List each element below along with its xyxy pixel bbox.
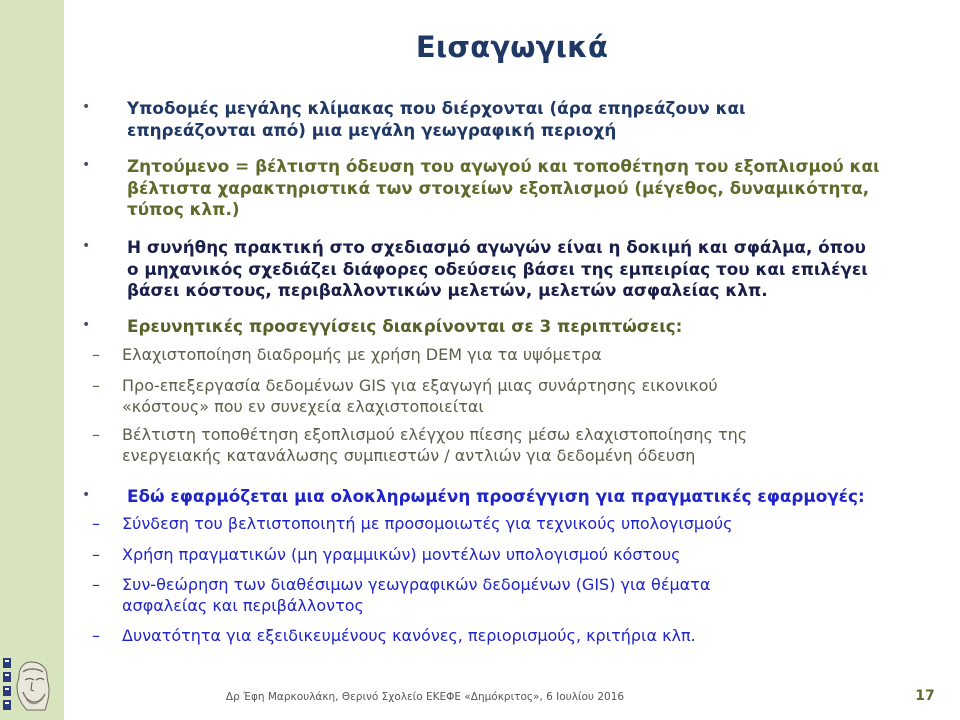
sub-bullet-text: Χρήση πραγματικών (μη γραμμικών) μοντέλων υπολογισμού κόστους xyxy=(122,545,681,564)
sub-bullet-text: Προ-επεξεργασία δεδομένων GIS για εξαγωγή μιας συνάρτησης εικονικού «κόστους» που εν συνεχεία ελαχιστοποιείται xyxy=(122,376,718,416)
dash-bullet-icon: – xyxy=(92,575,100,594)
sub-bullet-text: Δυνατότητα για εξειδικευμένους κανόνες, περιορισμούς, κριτήρια κλπ. xyxy=(122,626,696,645)
bullet-text: Η συνήθης πρακτική στο σχεδιασμό αγωγών είναι η δοκιμή και σφάλμα, όπου ο μηχανικός σχεδιάζει διάφορες οδεύσεις βάσει της εμπειρίας του και επιλέγει βάσει κόστους, περιβαλλοντικών μελετών, μελετών ασφαλείας κλπ. xyxy=(127,237,868,300)
slide-footer: Δρ Έφη Μαρκουλάκη, Θερινό Σχολείο ΕΚΕΦΕ «Δημόκριτος», 6 Ιουλίου 2016 xyxy=(225,691,625,703)
dash-bullet-icon: – xyxy=(92,376,100,395)
sub-bullet-text: Συν-θεώρηση των διαθέσιμων γεωγραφικών δεδομένων (GIS) για θέματα ασφαλείας και περιβάλλοντος xyxy=(122,575,711,615)
bullet-text: Ερευνητικές προσεγγίσεις διακρίνονται σε 3 περιπτώσεις: xyxy=(127,316,683,336)
dash-bullet-icon: – xyxy=(92,626,100,645)
dash-bullet-icon: – xyxy=(92,425,100,444)
sub-bullet-text: Ελαχιστοποίηση διαδρομής με χρήση DEM για τα υψόμετρα xyxy=(122,345,602,364)
bullet-text: Υποδομές μεγάλης κλίμακας που διέρχονται (άρα επηρεάζουν και επηρεάζονται από) μια μεγάλη γεωγραφική περιοχή xyxy=(127,98,746,140)
dash-bullet-icon: – xyxy=(92,545,100,564)
page-number: 17 xyxy=(915,688,935,704)
dash-bullet-icon: – xyxy=(92,345,100,364)
slide-title: Εισαγωγικά xyxy=(415,30,609,64)
sub-bullet-text: Σύνδεση του βελτιστοποιητή με προσομοιωτές για τεχνικούς υπολογισμούς xyxy=(122,514,733,533)
dash-bullet-icon: – xyxy=(92,514,100,533)
bullet-point-icon: • xyxy=(82,487,91,503)
bullet-point-icon: • xyxy=(82,317,91,333)
bullet-point-icon: • xyxy=(82,238,91,254)
sub-bullet-text: Βέλτιστη τοποθέτηση εξοπλισμού ελέγχου πίεσης μέσω ελαχιστοποίησης της ενεργειακής κατανάλωσης συμπιεστών / αντλιών για δεδομένη όδευση xyxy=(122,425,748,465)
bullet-point-icon: • xyxy=(82,99,91,115)
bullet-text: Ζητούμενο = βέλτιστη όδευση του αγωγού και τοποθέτηση του εξοπλισμού και βέλτιστα χαρακτηριστικά των στοιχείων εξοπλισμού (μέγεθος, δυναμικότητα, τύπος κλπ.) xyxy=(127,156,880,219)
bullet-point-icon: • xyxy=(82,157,91,173)
bullet-text: Εδώ εφαρμόζεται μια ολοκληρωμένη προσέγγιση για πραγματικές εφαρμογές: xyxy=(127,486,865,506)
